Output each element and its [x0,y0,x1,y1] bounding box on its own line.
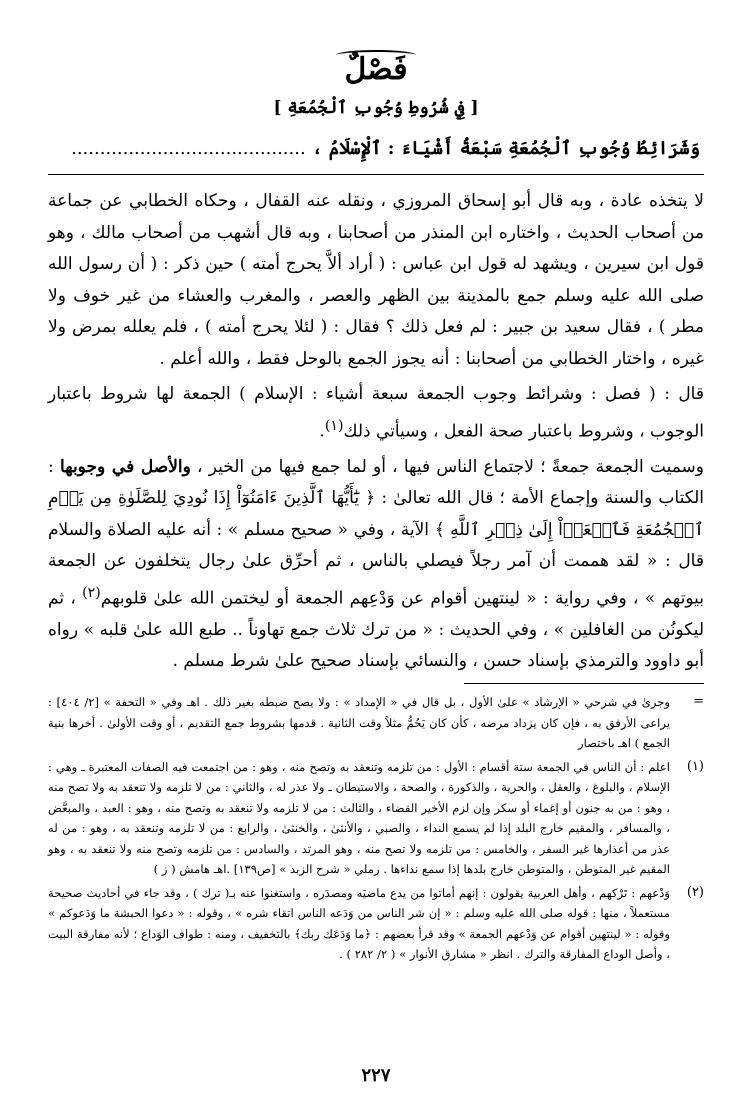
paragraph-3-text-a: وسميت الجمعة جمعةً ؛ لاجتماع الناس فيها ، أو لما جمع فيها من الخير ، [190,456,704,477]
paragraph-2 [48,379,704,448]
paragraph-3 [48,452,704,678]
footnote-mark: = [693,694,704,709]
paragraph-1: لا يتخذه عادة ، وبه قال أبو إسحاق المروزي ، ونقله عنه القفال ، وحكاه الخطابي عن جماعة من أصحاب الحديث ، واختاره ابن المنذر من أصحابنا ، وبه قال أشهب من أصحاب مالك ، وهو قول ابن سيرين ، ويشهد له قول ابن عباس : ( أراد ألاَّ يحرج أمته ) حين ذكر : ( أن رسول الله صلى الله عليه وسلم جمع بالمدينة بين الظهر والعصر ، والمغرب والعشاء من غير خوف ولا مطر ) ، فقال سعيد بن جبير : لم فعل ذلك ؟ فقال : ( لئلا يحرج أمته ) ، فلم يعلله بمرض ولا غيره ، واختار الخطابي من أصحابنا : أنه يجوز الجمع بالوحل فقط ، والله أعلم . [48,191,704,369]
footnote-ref-1[interactable]: (١) [324,417,344,434]
footnote-text: وَدْعهم : تَرْكهم ، وأهل العربية يقولون : إنهم أماتوا من يدع ماضيَه ومصدَره ، واستغنوا عنه بـ( ترك ) ، وقد جاء في أحاديث صحيحة مستعملاً ، منها : قوله صلى الله عليه وسلم : « إن شر الناس من وَدَعه الناس اتقاء شره » ، وقوله : « دعوا الحبشة ما وَدَعوكم » وقوله : « لينتهين أقوام عن وَدْعهم الجمعة » وقد قرأ بعضهم : ﴿ما وَدَعَك ربك﴾ بالتخفيف ، ومنه : طواف الوَداع ؛ لأنه مفارقة البيت ، وأصل الوداع المفارقة والترك . انظر « مشارق الأنوار » ( ٢/ ٢٨٢ ) . [48,885,670,961]
paragraph-3-bold: والأصل في وجوبها [59,456,191,477]
footnotes [48,692,704,968]
footnote-mark: (٢) [686,884,704,900]
commentary-body [48,186,704,678]
paragraph-2-end: . [319,421,325,442]
matn-text-line [60,134,700,164]
chapter-ornament: فَصْلٌ [326,48,426,92]
paragraph-3-text-b: : الكتاب والسنة وإجماع الأمة ؛ قال الله تعالىٰ : ﴿ يَٰٓأَيُّهَا ٱلَّذِينَ ءَامَنُوٓاْ إِذَا نُودِيَ لِلصَّلَوٰةِ مِن يَوۡمِ ٱلۡجُمُعَةِ فَٱسۡعَوۡاْ إِلَىٰ ذِكۡرِ ٱللَّهِ ﴾ الآية ، وفي « صحيح مسلم » : أنه عليه الصلاة والسلام قال : « لقد هممت أن آمر رجلاً فيصلي بالناس ، ثم أحرِّق علىٰ رجال يتخلفون عن الجمعة بيوتهم » ، وفي رواية : « لينتهين أقوام عن وَدْعِهم الجمعة أو ليختمن الله علىٰ قلوبهم [48,456,704,609]
matn-dots: ......................................... [71,138,306,159]
paragraph-3-text-c: ، ثم ليكونُن من الغافلين » ، وفي الحديث : « من ترك ثلاث جمع تهاوناً .. طبع الله علىٰ قلبه » رواه أبو داوود والترمذي بإسناد حسن ، والنسائي بإسناد صحيح علىٰ شرط مسلم . [48,588,704,672]
page-number: ٢٢٧ [361,1065,391,1086]
footnote-1 [48,757,704,880]
footnote-separator [464,683,704,684]
section-subtitle: [ فِي شُرُوطِ وُجُوبِ ٱلْجُمُعَةِ ] [273,98,479,118]
paragraph-2-text: قال : ( فصل : وشرائط وجوب الجمعة سبعة أشياء : الإسلام ) الجمعة لها شروط باعتبار الوجوب ، وشروط باعتبار صحة الفعل ، وسيأتي ذلك [48,384,704,442]
footnote-continued [48,692,704,754]
footnote-text: وجرىٰ في شرحي « الإرشاد » علىٰ الأول ، بل قال في « الإمداد » : ولا يصح ضبطه بغير ذلك . اهـ وفي « التحفة » [٢/ ٤٠٤] : يراعى الأرفق به ، فإن كان يزداد مرضه ، كأن كان يَحُمُّ مثلاً وقت الثانية . قدمها بشروط جمع التقديم ، أو وقت الأولىٰ . أخرها بنية الجمع ) اهـ باختصار [48,695,670,750]
footnote-2 [48,883,704,965]
header-rule [48,174,704,175]
footnote-ref-2[interactable]: (٢) [82,584,101,601]
footnote-text: اعلم : أن الناس في الجمعة ستة أقسام : الأول : من تلزمه وتنعقد به وتصح منه ، وهو : من اجتمعت فيه الصفات المعتبرة ـ وهي : الإسلام ، والبلوغ ، والعقل ، والحرية ، والذكورة ، والصحة ، والاستيطان ـ ولا عذر له ، والثاني : من لا تلزمه ولا تنعقد به ولا تصح منه ، وهو : من به جنون أو إغماء أو سكر وإن لزم الأخير القضاء ، والثالث : من لا تلزمه ولا تنعقد به وتصح منه ، وهو : العبد ، والمبعَّض ، والمسافر ، والمقيم خارج البلد إذا لم يسمع النداء ، والصبي ، والأنثىٰ ، والخنثىٰ ، والرابع : من لا تلزمه وتنعقد به ، وهو : من له عذر من أعذارها غير السفر ، والخامس : من تلزمه ولا تصح منه ، وهو المرتد ، والسادس : من تلزمه وتصح منه ولا تنعقد به ، وهو المقيم غير المتوطن ، والمتوطن خارج بلدها إذا سمع نداءها . رملي « شرح الزبد » [ص١٣٩] .اهـ هامش ( ز ) [48,759,670,876]
matn-text: وَشَرَائِطُ وُجُوبِ ٱلْجُمُعَةِ سَبْعَةُ أَشْيَاءَ : ٱلْإِسْلَامُ ، [311,138,700,159]
footnote-mark: (١) [686,758,704,774]
